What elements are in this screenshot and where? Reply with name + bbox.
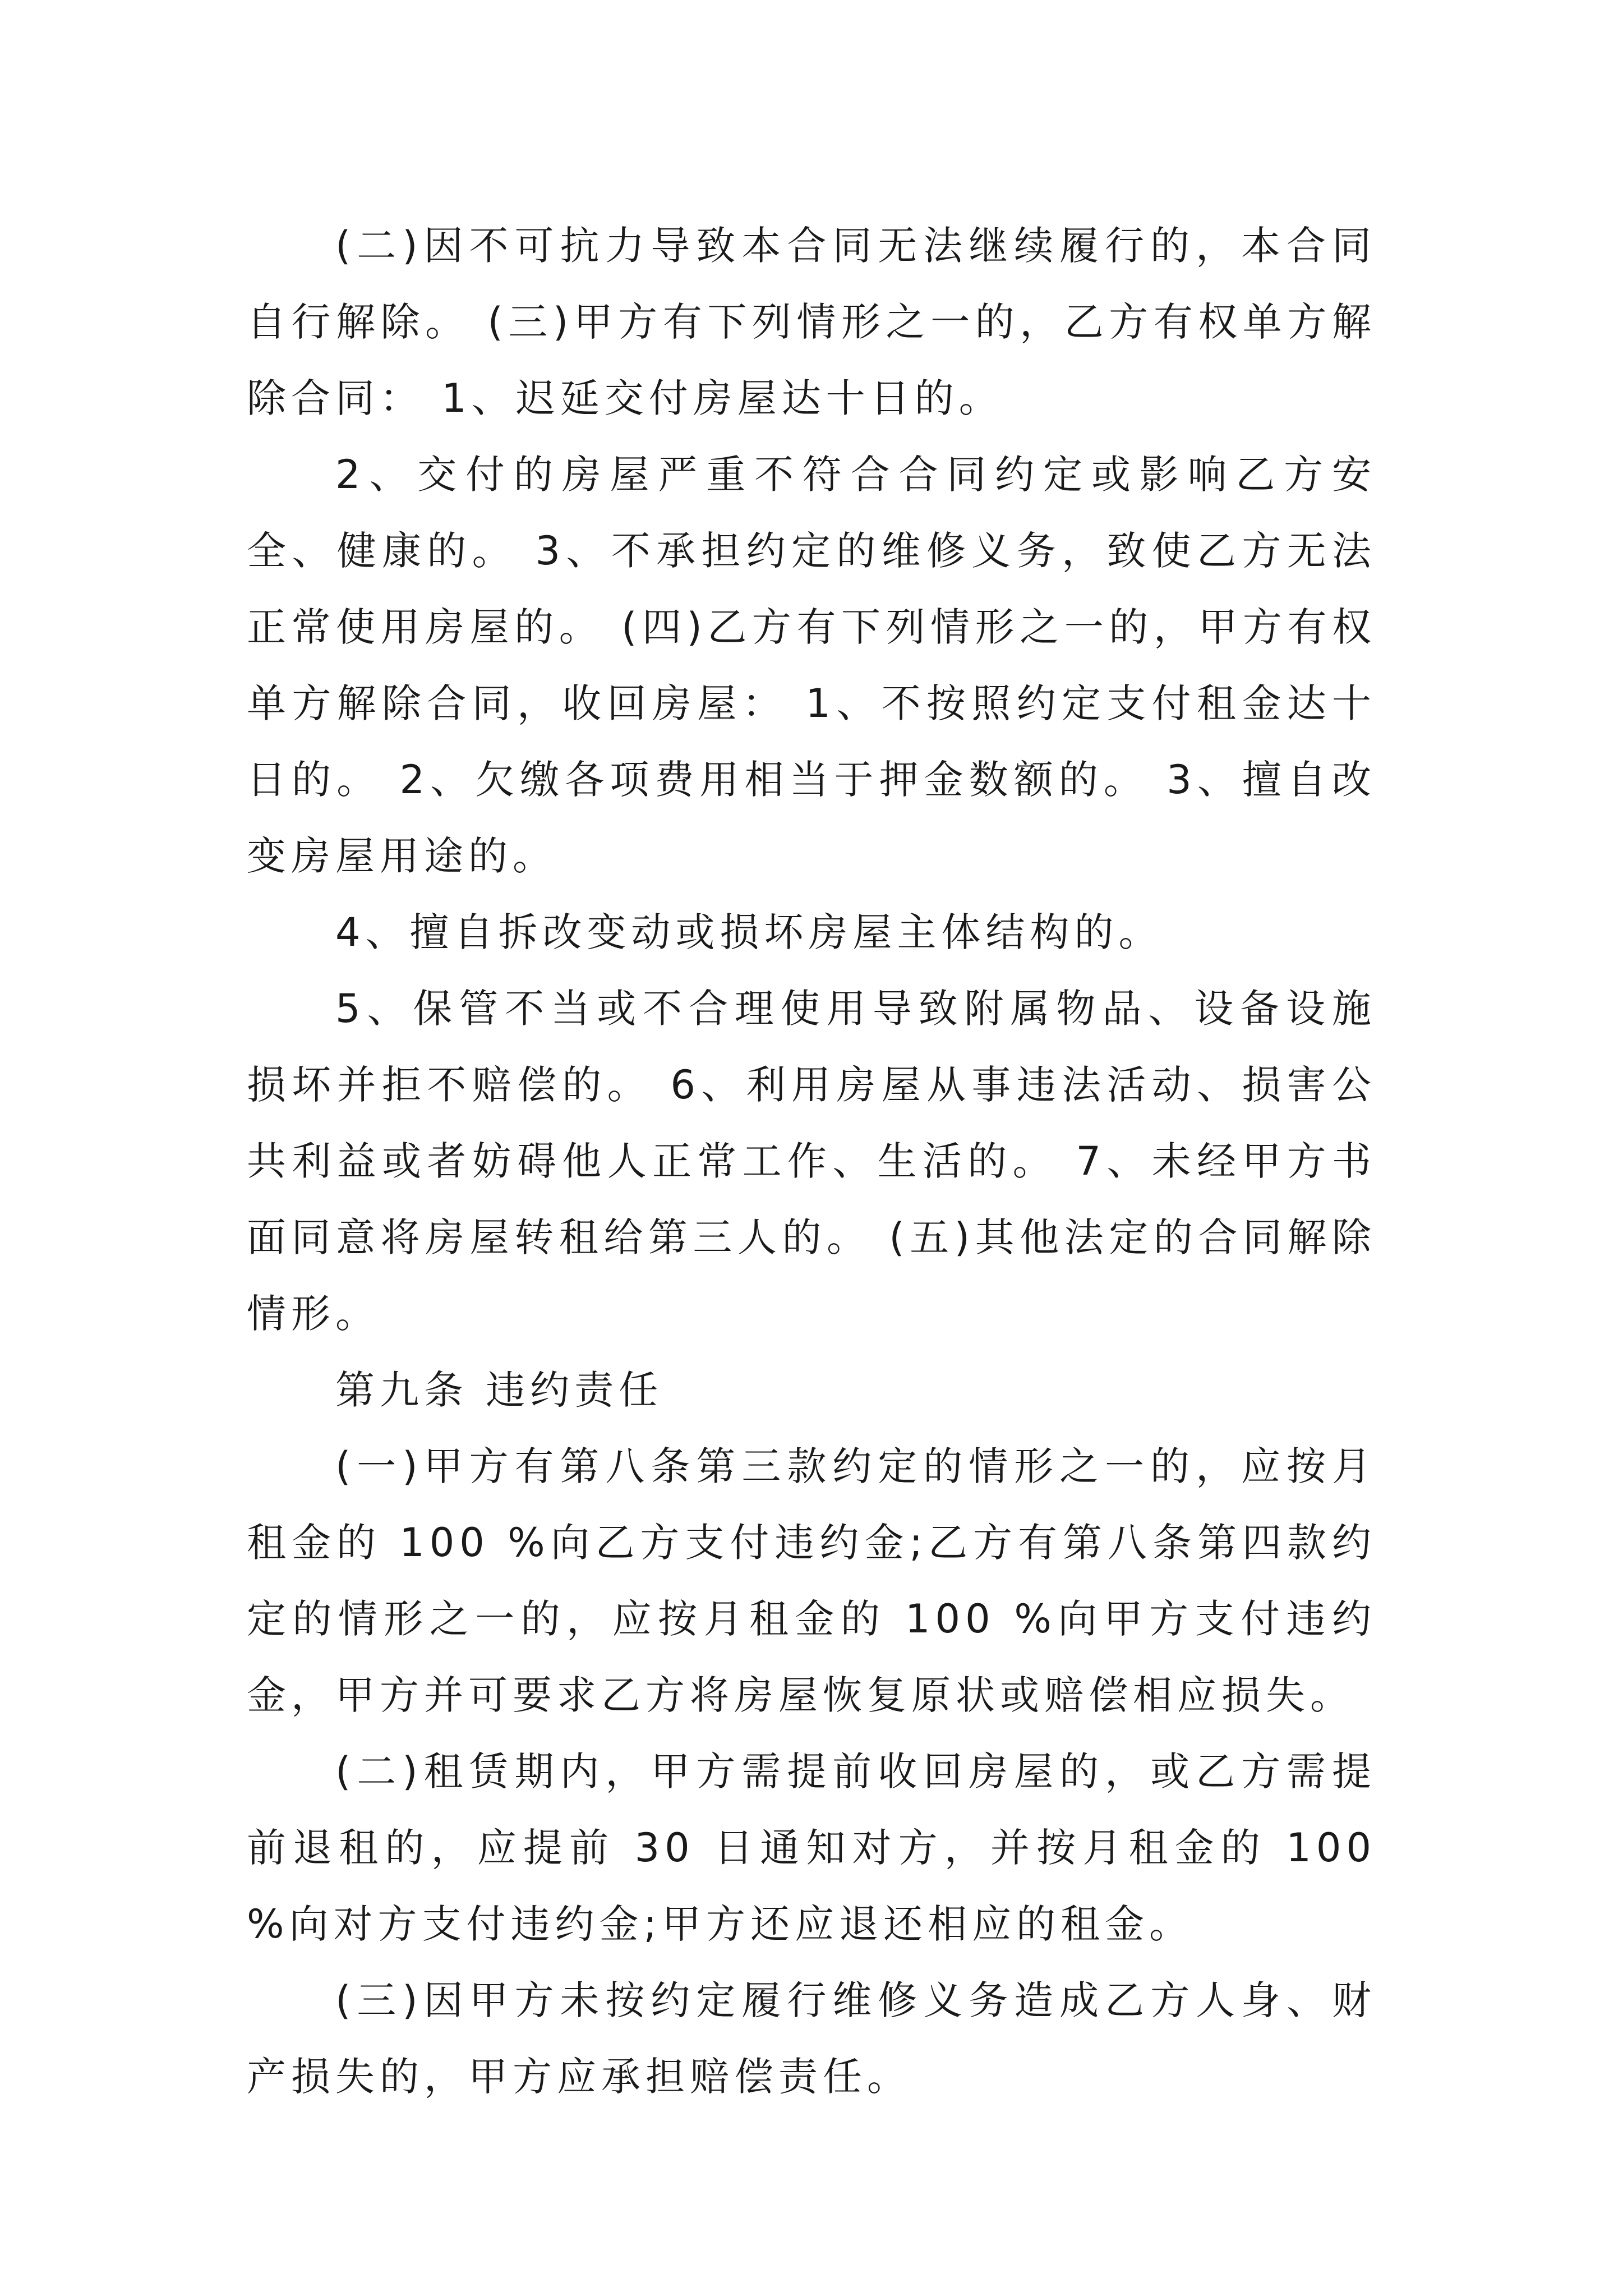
paragraph-termination-clauses: 2、交付的房屋严重不符合合同约定或影响乙方安全、健康的。 3、不承担约定的维修义务，致使乙方无法正常使用房屋的。 (四)乙方有下列情形之一的，甲方有权单方解除合同，收回房屋： 1、不按照约定支付租金达十日的。 2、欠缴各项费用相当于押金数额的。 3、擅自改变房屋用途的。	[247, 452, 1376, 879]
paragraph-early-termination: (二)租赁期内，甲方需提前收回房屋的，或乙方需提前退租的，应提前 30 日通知对方，并按月租金的 100 %向对方支付违约金;甲方还应退还相应的租金。	[247, 1749, 1376, 1947]
paragraph-structure-damage: 4、擅自拆改变动或损坏房屋主体结构的。	[335, 909, 1163, 955]
paragraph-other-termination: 5、保管不当或不合理使用导致附属物品、设备设施损坏并拒不赔偿的。 6、利用房屋从事违法活动、损害公共利益或者妨碍他人正常工作、生活的。 7、未经甲方书面同意将房屋转租给第三人的。 (五)其他法定的合同解除情形。	[247, 986, 1376, 1337]
section-heading-breach-liability: 第九条 违约责任	[335, 1367, 663, 1413]
paragraph-breach-penalty: (一)甲方有第八条第三款约定的情形之一的，应按月租金的 100 %向乙方支付违约金;乙方有第八条第四款约定的情形之一的，应按月租金的 100 %向甲方支付违约金，甲方并可要求乙方将房屋恢复原状或赔偿相应损失。	[247, 1443, 1376, 1718]
document-body	[247, 208, 1376, 2115]
paragraph-termination-force-majeure: (二)因不可抗力导致本合同无法继续履行的，本合同自行解除。 (三)甲方有下列情形之一的，乙方有权单方解除合同： 1、迟延交付房屋达十日的。	[247, 223, 1376, 421]
paragraph-repair-liability: (三)因甲方未按约定履行维修义务造成乙方人身、财产损失的，甲方应承担赔偿责任。	[247, 1977, 1376, 2100]
